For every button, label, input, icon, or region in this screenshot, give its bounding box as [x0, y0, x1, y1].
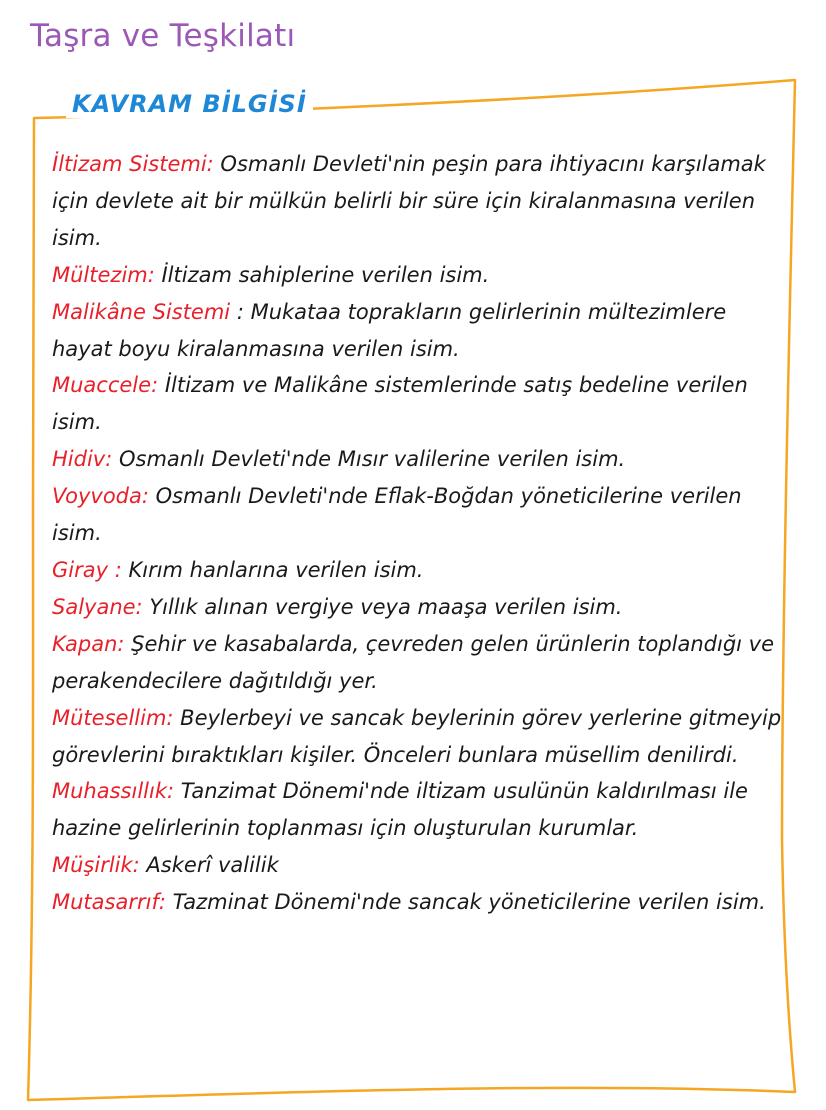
- concept-term: Hidiv:: [52, 447, 113, 472]
- concept-definition: Yıllık alınan vergiye veya maaşa verilen isim.: [142, 594, 623, 619]
- concept-definition: İltizam sahiplerine verilen isim.: [154, 262, 490, 287]
- concept-term: Giray :: [52, 557, 122, 582]
- concept-entry: [52, 478, 782, 552]
- concept-definition: Osmanlı Devleti'nin peşin para ihtiyacını karşılamak için devlete ait bir mülkün belirli bir süre için kiralanmasına verilen isim.: [52, 152, 766, 250]
- concept-definition: Tazminat Dönemi'nde sancak yöneticilerine verilen isim.: [165, 890, 766, 915]
- concept-entry: [52, 884, 782, 921]
- concept-term: Müşirlik:: [52, 853, 140, 878]
- concept-entry: [52, 146, 782, 257]
- concept-box-label: KAVRAM BİLGİSİ: [66, 90, 313, 118]
- concept-term: Kapan:: [52, 631, 125, 656]
- concept-entry: [52, 257, 782, 294]
- concept-entry: [52, 441, 782, 478]
- concept-definition: : Mukataa toprakların gelirlerinin mültezimlere hayat boyu kiralanmasına verilen isim.: [52, 299, 727, 361]
- concept-entry: [52, 700, 782, 774]
- concept-term: Mütesellim:: [52, 705, 174, 730]
- concept-entry: [52, 367, 782, 441]
- page-title: Taşra ve Teşkilatı: [30, 18, 296, 54]
- concept-definition: Askerî valilik: [139, 853, 279, 878]
- concept-entry: [52, 773, 782, 847]
- concept-term: İltizam Sistemi:: [52, 152, 214, 176]
- concept-entry: [52, 626, 782, 700]
- concept-definition: Osmanlı Devleti'nde Mısır valilerine verilen isim.: [112, 447, 626, 472]
- concept-term: Mültezim:: [52, 262, 155, 287]
- concept-term: Malikâne Sistemi: [52, 299, 231, 324]
- concept-definition: İltizam ve Malikâne sistemlerinde satış bedeline verilen isim.: [52, 373, 748, 435]
- concept-list: [52, 146, 782, 921]
- concept-definition: Beylerbeyi ve sancak beylerinin görev yerlerine gitmeyip görevlerini bıraktıkları kişiler. Önceleri bunlara müsellim denilirdi.: [52, 705, 782, 767]
- concept-definition: Kırım hanlarına verilen isim.: [121, 557, 424, 582]
- concept-term: Muaccele:: [52, 373, 159, 398]
- concept-entry: [52, 294, 782, 368]
- concept-definition: Şehir ve kasabalarda, çevreden gelen ürünlerin toplandığı ve perakendecilere dağıtıldığı yer.: [52, 631, 775, 693]
- concept-term: Muhassıllık:: [52, 779, 175, 804]
- concept-entry: [52, 552, 782, 589]
- concept-entry: [52, 847, 782, 884]
- concept-definition: Osmanlı Devleti'nde Eflak-Boğdan yöneticilerine verilen isim.: [52, 484, 742, 546]
- concept-term: Salyane:: [52, 594, 143, 619]
- concept-entry: [52, 589, 782, 626]
- concept-definition: Tanzimat Dönemi'nde iltizam usulünün kaldırılması ile hazine gelirlerinin toplanması için oluşturulan kurumlar.: [52, 779, 748, 841]
- concept-term: Mutasarrıf:: [52, 890, 166, 915]
- concept-term: Voyvoda:: [52, 484, 149, 509]
